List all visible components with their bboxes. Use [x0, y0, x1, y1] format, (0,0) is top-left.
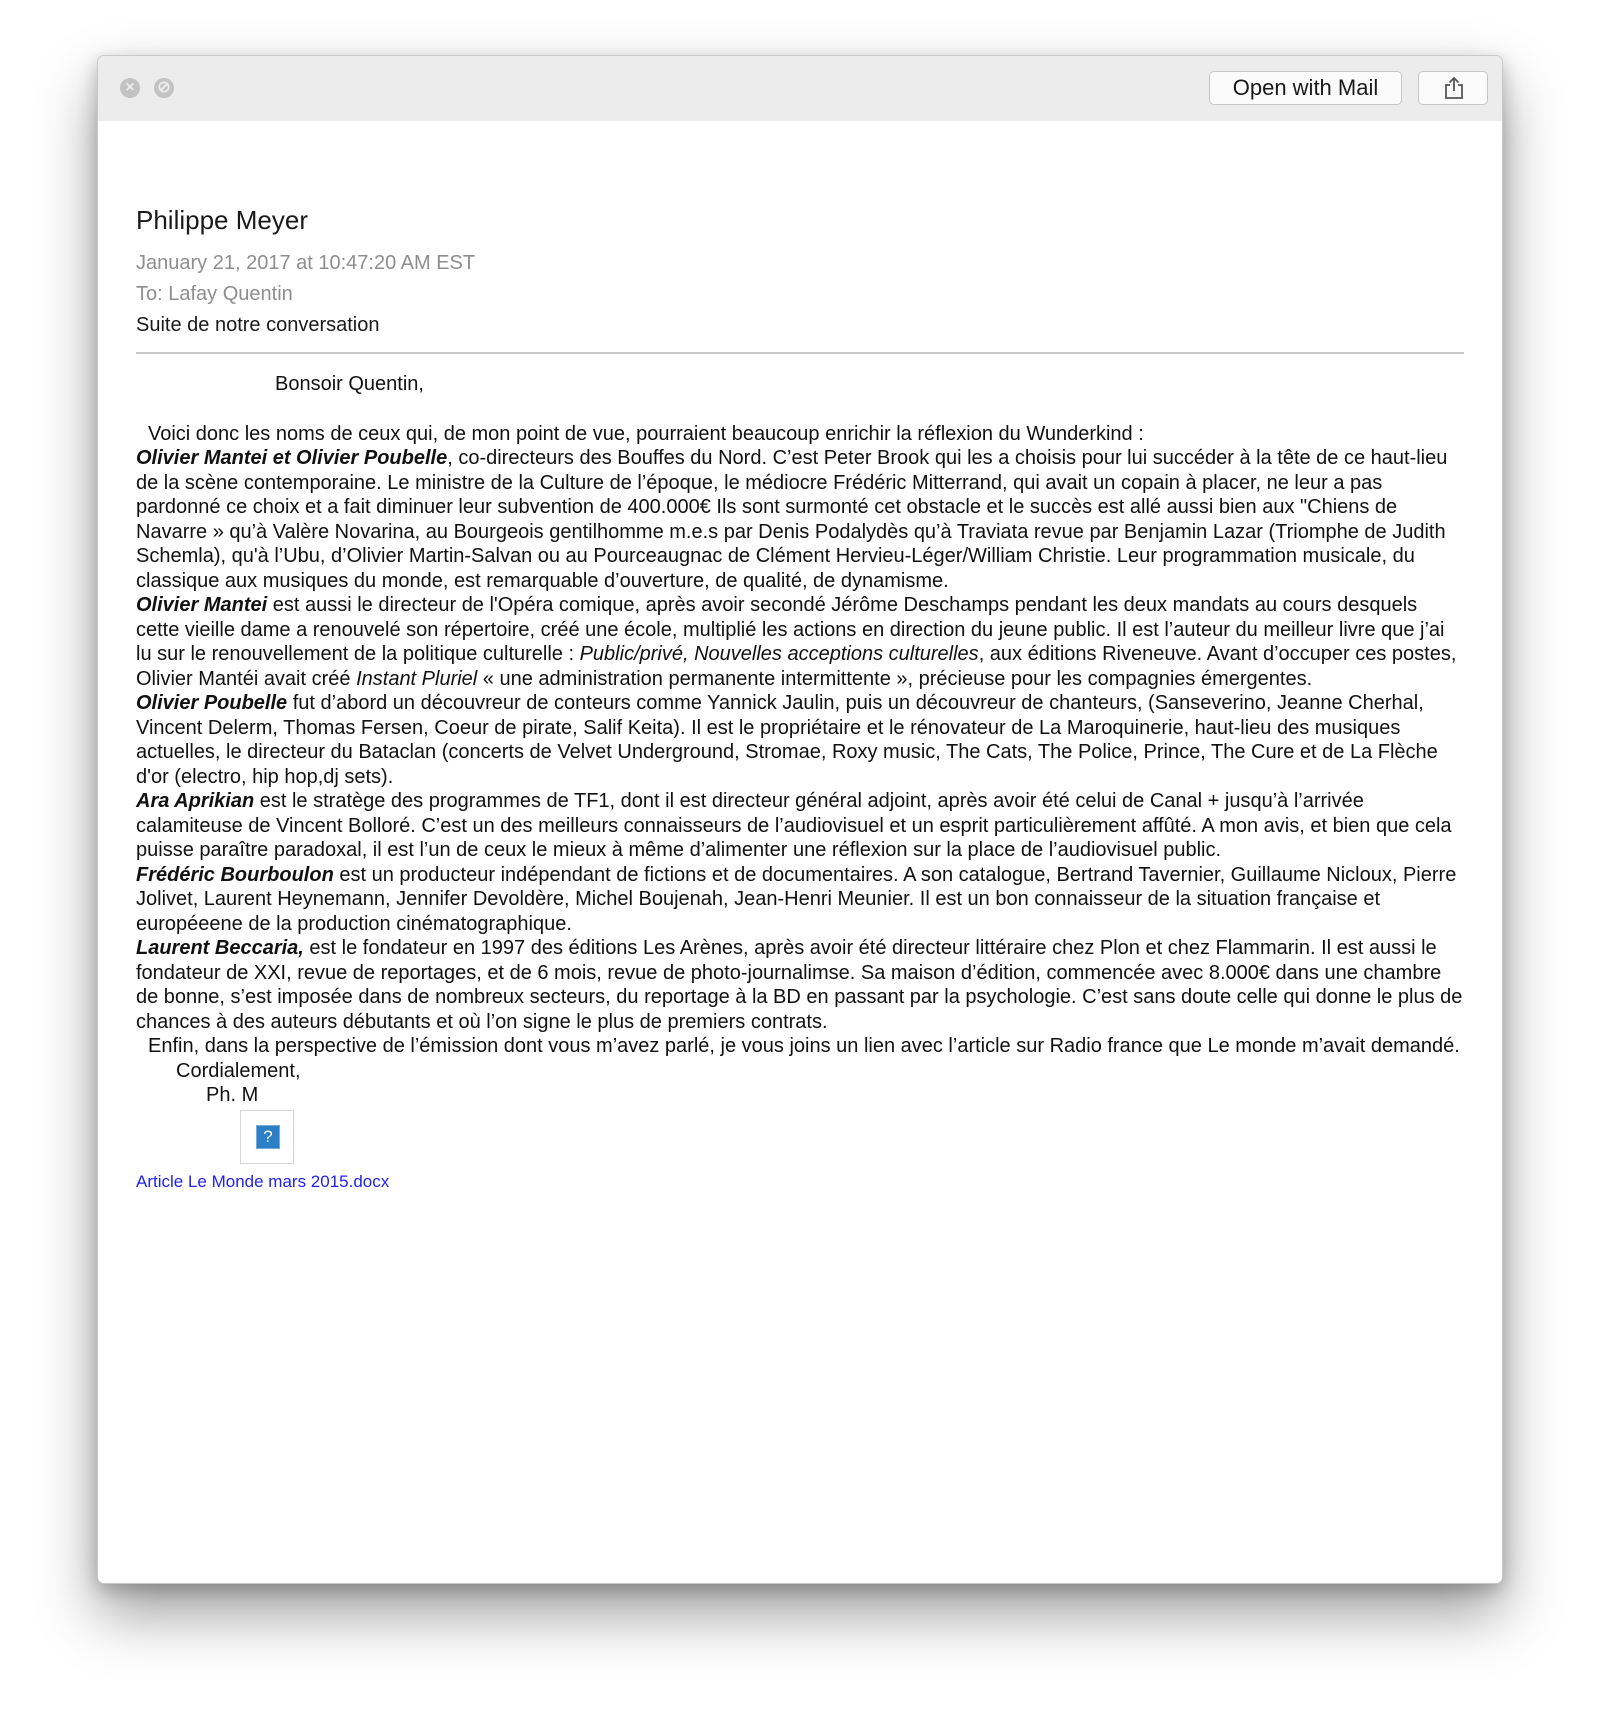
sender-name: Philippe Meyer [136, 205, 308, 235]
paragraph-poubelle [136, 691, 1464, 789]
person-name: Olivier Poubelle [136, 692, 288, 714]
recipient-line: To: Lafay Quentin [136, 283, 293, 305]
paragraph-bourboulon [136, 863, 1464, 937]
paragraph-mantei-poubelle [136, 446, 1464, 593]
message-content [136, 121, 1464, 1583]
paragraph-text: est le fondateur en 1997 des éditions Les Arènes, après avoir été directeur littéraire chez Plon et chez Flammarin. Il est aussi le fondateur de XXI, revue de reportages, et de 6 mois, revue de photo-journalimse. Sa maison d’édition, commencée avec 8.000€ dans une chambre de bonne, s’est imposée dans de nombreux secteurs, du reportage à la BD en passant par la psychologie. C’est sans doute celle qui donne le plus de chances à des auteurs débutants et où l’on signe le plus de premiers contrats. [136, 937, 1463, 1033]
intro-paragraph: Voici donc les noms de ceux qui, de mon point de vue, pourraient beaucoup enrichir la réflexion du Wunderkind : [148, 422, 1144, 445]
share-icon [1443, 76, 1465, 100]
paragraph-text: est le stratège des programmes de TF1, dont il est directeur général adjoint, après avoir été celui de Canal + jusqu’à l’arrivée calamiteuse de Vincent Bolloré. C’est un des meilleurs connaisseurs de l’audiovisuel et un esprit particulièrement affûté. A mon avis, et bien que cela puisse paraître paradoxal, il est l’un de ceux le mieux à même d’alimenter une réflexion sur la place de l’audiovisuel public. [136, 790, 1452, 861]
company-name: Instant Pluriel [356, 667, 478, 690]
signature: Ph. M [206, 1084, 259, 1106]
minimize-icon[interactable]: ⊘ [154, 78, 174, 98]
paragraph-text: fut d’abord un découvreur de conteurs comme Yannick Jaulin, puis un découvreur de chanteurs, (Sanseverino, Jeanne Cherhal, Vincent Delerm, Thomas Fersen, Coeur de pirate, Salif Keita). Il est le propriétaire et le rénovateur de La Maroquinerie, haut-lieu des musiques actuelles, le directeur du Bataclan (concerts de Velvet Underground, Stromae, Roxy music, The Cats, The Police, Prince, The Cure et de La Flèche d'or (electro, hip hop,dj sets). [136, 692, 1438, 788]
message-subject: Suite de notre conversation [136, 314, 380, 336]
greeting: Bonsoir Quentin, [275, 373, 424, 395]
close-icon[interactable]: × [120, 78, 140, 98]
person-name: Olivier Mantei et Olivier Poubelle [136, 447, 448, 469]
person-name: Olivier Mantei [136, 594, 268, 616]
person-name: Ara Aprikian [136, 790, 255, 812]
closing-paragraph: Enfin, dans la perspective de l’émission dont vous m’avez parlé, je vous joins un lien avec l’article sur Radio france que Le monde m’avait demandé. [148, 1035, 1460, 1057]
paragraph-text: , co-directeurs des Bouffes du Nord. C’est Peter Brook qui les a choisis pour lui succéder à la tête de ce haut-lieu de la scène contemporaine. Le ministre de la Culture de l’époque, le médiocre Frédéric Mitterrand, qui avait un copain à placer, ne leur a pas pardonné ce choix et a fait diminuer leur subvention de 400.000€ Ils sont surmonté cet obstacle et le succès est allé aussi bien aux "Chiens de Navarre » qu’à Valère Novarina, au Bourgeois gentilhomme m.e.s par Denis Podalydès qu’à Traviata revue par Benjamin Lazar (Triomphe de Judith Schemla), qu'à l’Ubu, d’Olivier Martin-Salvan ou au Pourceaugnac de Clément Hervieu-Léger/William Christie. Leur programmation musicale, du classique aux musiques du monde, est remarquable d’ouverture, de qualité, de dynamisme. [136, 447, 1448, 592]
person-name: Frédéric Bourboulon [136, 863, 334, 886]
paragraph-mantei [136, 593, 1464, 691]
title-bar [98, 56, 1502, 121]
share-button[interactable] [1418, 71, 1488, 105]
message-date: January 21, 2017 at 10:47:20 AM EST [136, 252, 476, 274]
paragraph-text: « une administration permanente intermittente », précieuse pour les compagnies émergentes. [477, 667, 1313, 690]
message-body [136, 372, 1464, 1194]
open-with-mail-button[interactable]: Open with Mail [1209, 71, 1402, 105]
paragraph-beccaria [136, 936, 1464, 1034]
mail-preview-window [97, 55, 1503, 1584]
book-title: Public/privé, Nouvelles acceptions culturelles [579, 643, 979, 665]
signoff: Cordialement, [176, 1059, 301, 1082]
paragraph-aprikian [136, 789, 1464, 863]
paragraph-text: , aux éditions Riveneuve. Avant d’occuper ces postes, Olivier Mantéi avait créé [136, 643, 1457, 690]
attachment-link[interactable]: Article Le Monde mars 2015.docx [136, 1171, 390, 1191]
paragraph-text: est aussi le directeur de l'Opéra comique, après avoir secondé Jérôme Deschamps pendant les deux mandats au cours desquels cette vieille dame a renouvelé son répertoire, créé une école, multiplié les actions en direction du jeune public. Il est l’auteur du meilleur livre que j’ai lu sur le renouvellement de la politique culturelle : [136, 594, 1445, 665]
person-name: Laurent Beccaria, [136, 937, 304, 959]
missing-attachment-icon: ? [256, 1125, 280, 1149]
attachment-icon-box[interactable] [240, 1110, 294, 1164]
paragraph-text: est un producteur indépendant de fictions et de documentaires. A son catalogue, Bertrand Tavernier, Guillaume Nicloux, Pierre Jolivet, Laurent Heynemann, Jennifer Devoldère, Michel Boujenah, Jean-Henri Meunier. Il est un bon connaisseur de la situation française et européeene de la production cinématographique. [136, 863, 1457, 935]
header-divider [136, 352, 1464, 354]
